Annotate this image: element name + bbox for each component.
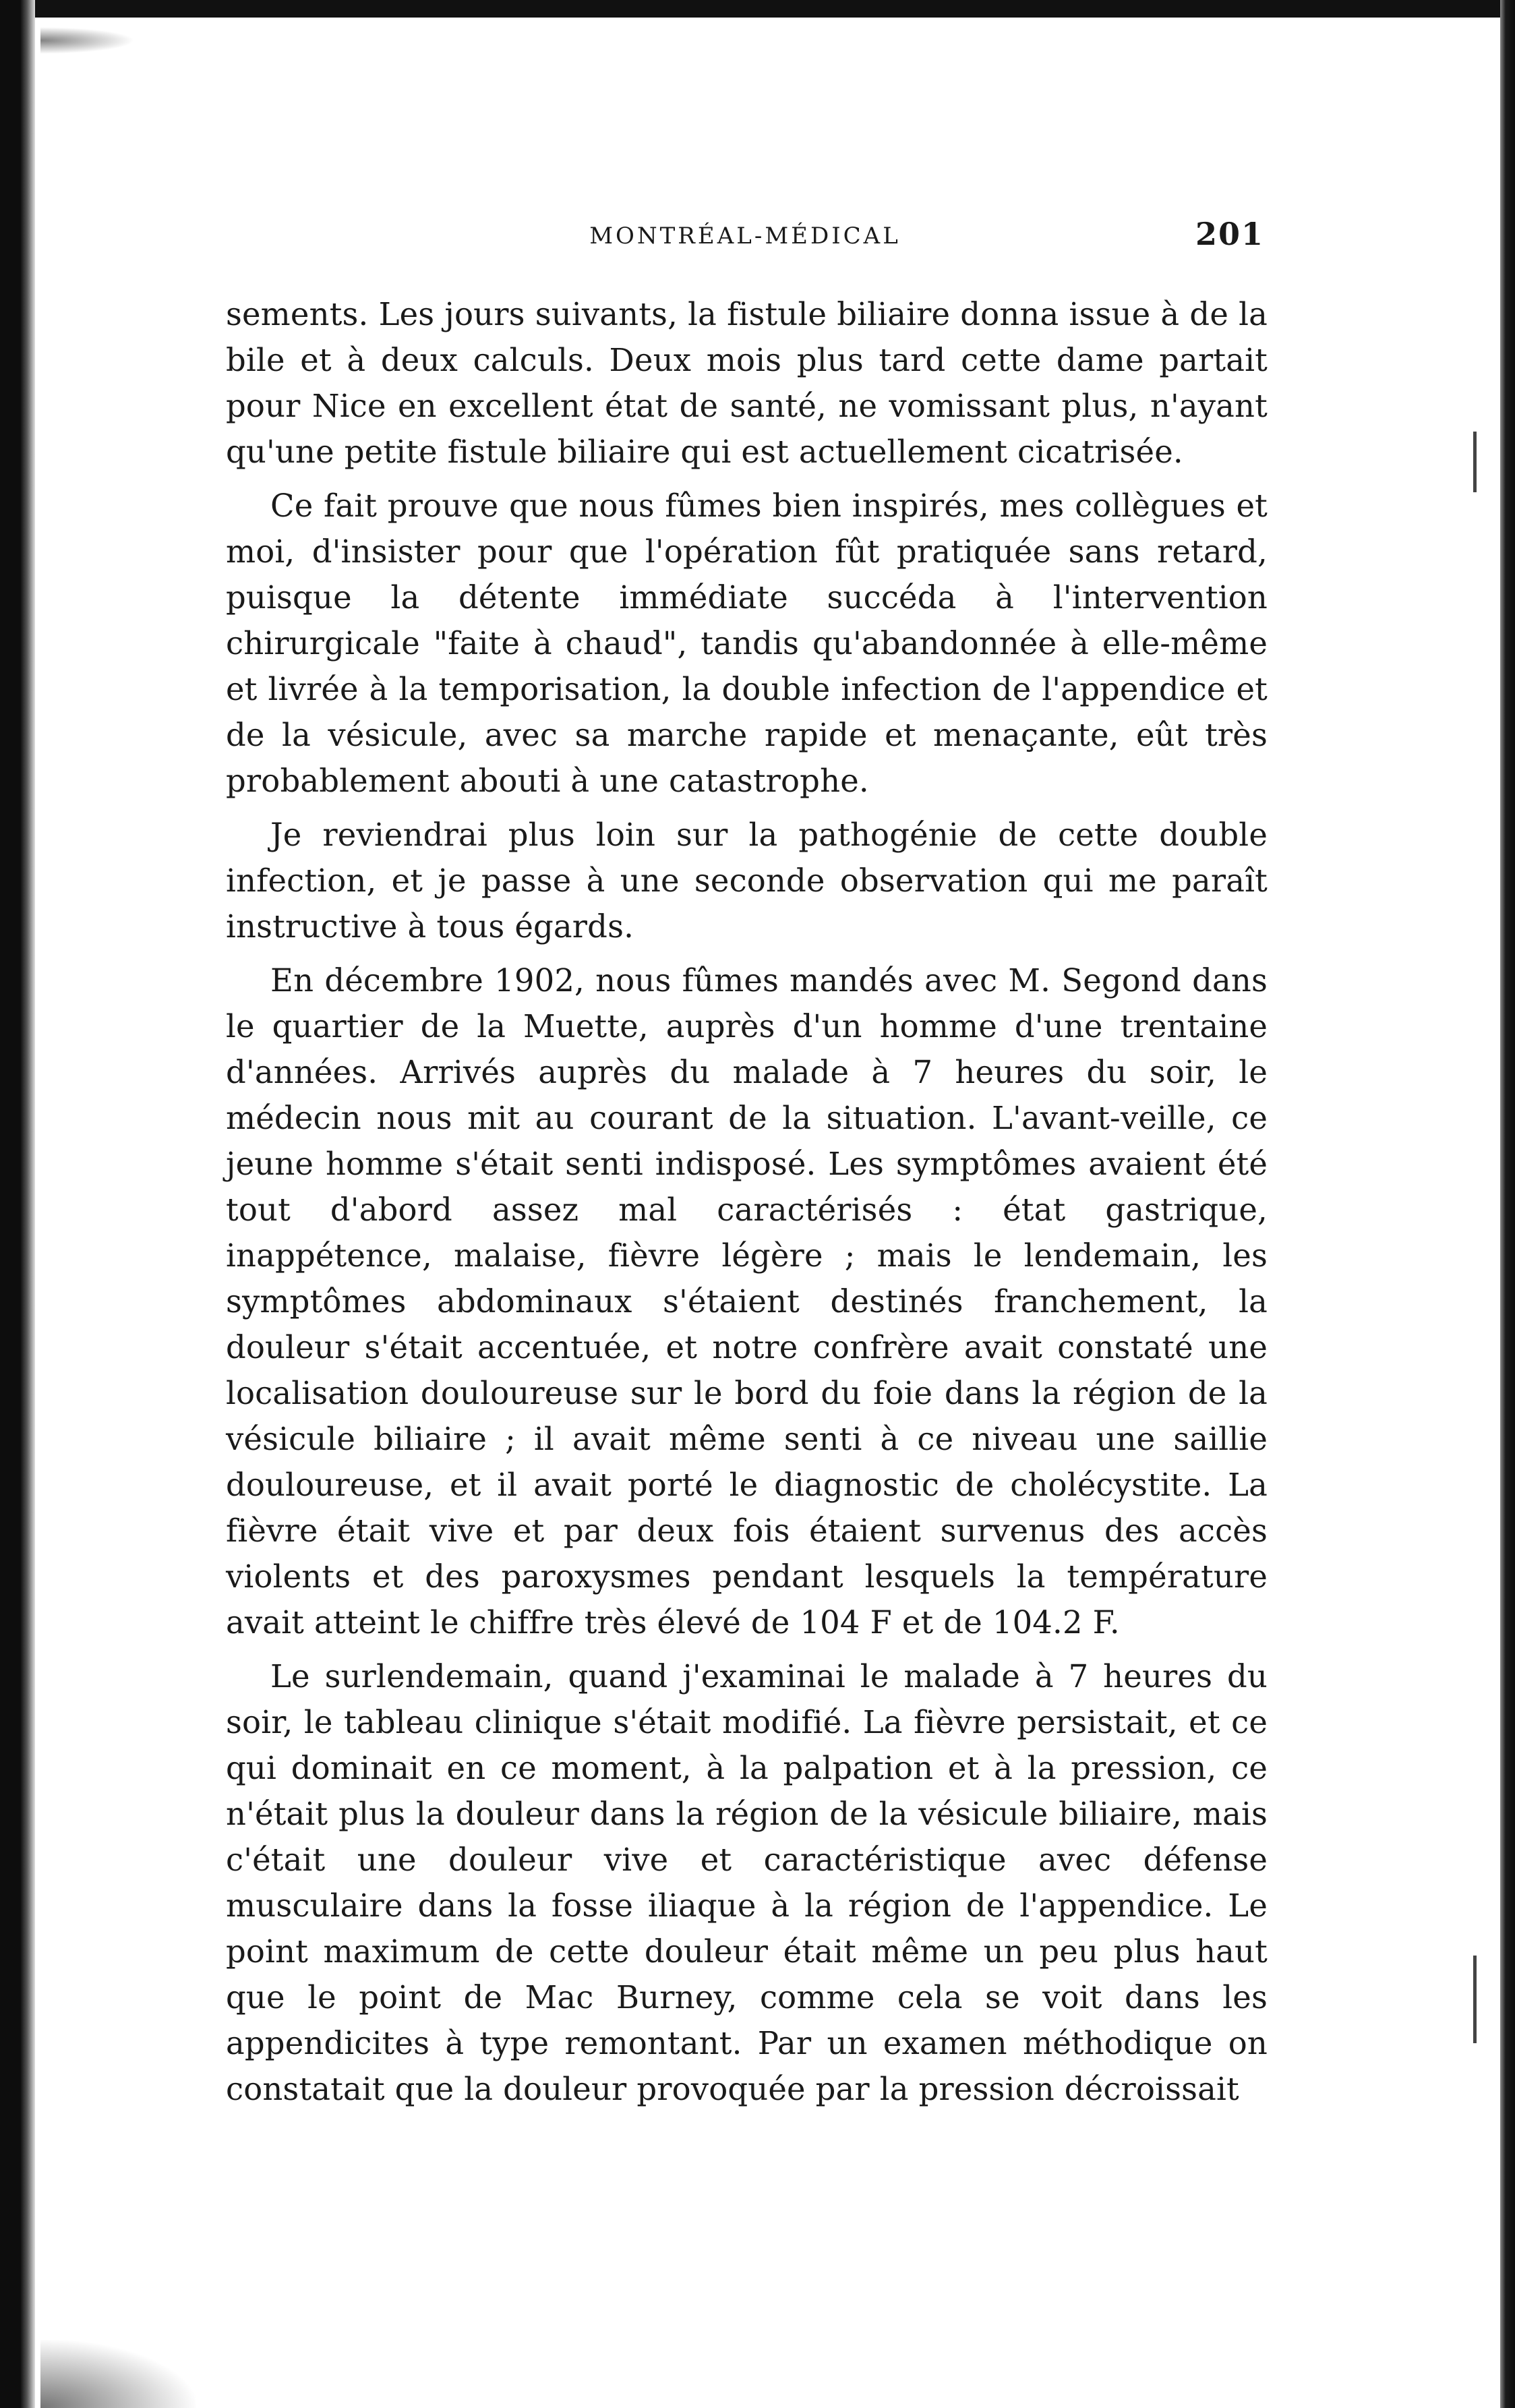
scan-smudge-top: [40, 27, 135, 54]
scan-border-top: [0, 0, 1515, 18]
paragraph: En décembre 1902, nous fûmes mandés avec M. Segond dans le quartier de la Muette, auprès d'un homme d'une trentaine d'années. Arrivés auprès du malade à 7 heures du soir, le médecin nous mit au courant de la situation. L'avant-veille, ce jeune homme s'était senti indisposé. Les symptômes avaient été tout d'abord assez mal caractérisés : état gastrique, inappétence, malaise, fièvre légère ; mais le lendemain, les symptômes abdominaux s'étaient destinés franchement, la douleur s'était accentuée, et notre confrère avait constaté une localisation douloureuse sur le bord du foie dans la région de la vésicule biliaire ; il avait même senti à ce niveau une saillie douloureuse, et il avait porté le diagnostic de cholécystite. La fièvre était vive et par deux fois étaient survenus des accès violents et des paroxysmes pendant lesquels la température avait atteint le chiffre très élevé de 104 F et de 104.2 F.: [226, 962, 1268, 1641]
page-header: [226, 216, 1264, 256]
scan-smudge-bottom: [40, 2340, 196, 2408]
page-number: 201: [1195, 216, 1264, 252]
paragraph: Ce fait prouve que nous fûmes bien inspirés, mes collègues et moi, d'insister pour que l'opération fût pratiquée sans retard, puisque la détente immédiate succéda à l'intervention chirurgicale "faite à chaud", tandis qu'abandonnée à elle-même et livrée à la temporisation, la double infection de l'appendice et de la vésicule, avec sa marche rapide et menaçante, eût très probablement abouti à une catastrophe.: [226, 488, 1268, 799]
paragraph: Le surlendemain, quand j'examinai le malade à 7 heures du soir, le tableau clinique s'était modifié. La fièvre persistait, et ce qui dominait en ce moment, à la palpation et à la pression, ce n'était plus la douleur dans la région de la vésicule biliaire, mais c'était une douleur vive et caractéristique avec défense musculaire dans la fosse iliaque à la région de l'appendice. Le point maximum de cette douleur était même un peu plus haut que le point de Mac Burney, comme cela se voit dans les appendicites à type remontant. Par un examen méthodique on constatait que la douleur provoquée par la pression décroissait: [226, 1658, 1268, 2107]
scan-border-right: [1500, 0, 1515, 2408]
paragraph: Je reviendrai plus loin sur la pathogénie de cette double infection, et je passe à une seconde observation qui me paraît instructive à tous égards.: [226, 817, 1268, 945]
margin-mark: [1473, 432, 1477, 492]
margin-mark: [1473, 1956, 1477, 2043]
scan-border-left: [0, 0, 35, 2408]
paragraph: sements. Les jours suivants, la fistule biliaire donna issue à de la bile et à deux calculs. Deux mois plus tard cette dame partait pour Nice en excellent état de santé, ne vomissant plus, n'ayant qu'une petite fistule biliaire qui est actuellement cicatrisée.: [226, 296, 1268, 470]
running-title: MONTRÉAL-MÉDICAL: [589, 223, 901, 249]
body-text: [226, 291, 1268, 2120]
